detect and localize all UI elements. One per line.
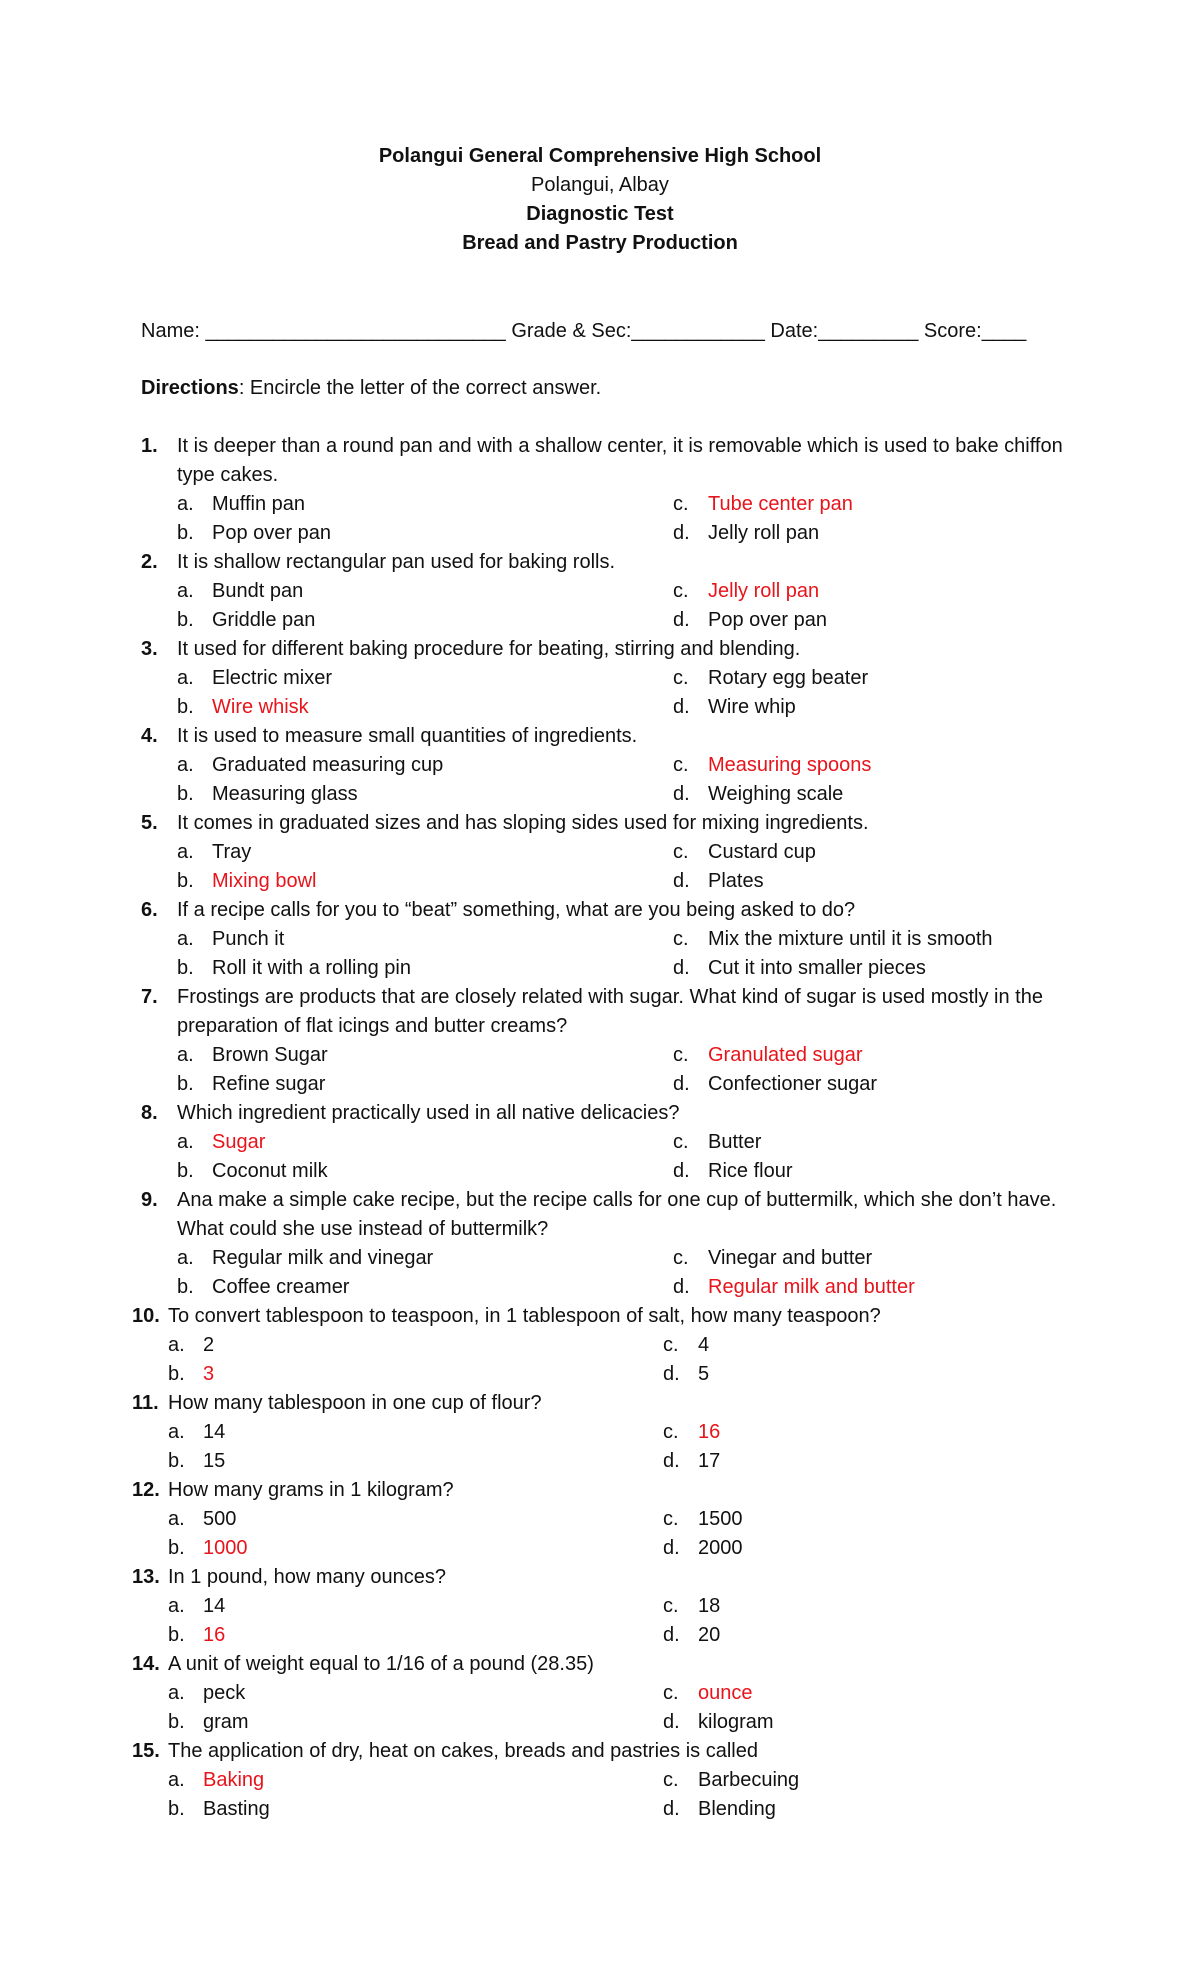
option-letter: c. bbox=[673, 841, 689, 863]
option-row bbox=[0, 664, 1200, 693]
option-row bbox=[0, 1418, 1200, 1447]
option-row bbox=[0, 1244, 1200, 1273]
option-b[interactable] bbox=[177, 954, 673, 983]
option-d[interactable] bbox=[663, 1795, 776, 1824]
option-letter: a. bbox=[168, 1421, 185, 1443]
option-letter: b. bbox=[177, 696, 194, 718]
option-text: Butter bbox=[708, 1131, 762, 1153]
option-letter: c. bbox=[663, 1508, 679, 1530]
question-number: 4. bbox=[141, 725, 158, 747]
option-b[interactable] bbox=[177, 693, 673, 722]
question-text: In 1 pound, how many ounces? bbox=[168, 1566, 446, 1588]
question-text: It used for different baking procedure for beating, stirring and blending. bbox=[177, 638, 801, 660]
option-b[interactable] bbox=[168, 1360, 663, 1389]
question-text: Ana make a simple cake recipe, but the recipe calls for one cup of buttermilk, which she don’t have. What could she use instead of buttermilk? bbox=[177, 1189, 1057, 1240]
option-text: Jelly roll pan bbox=[708, 522, 820, 544]
option-text: Basting bbox=[203, 1798, 270, 1820]
option-row bbox=[0, 1331, 1200, 1360]
question-13 bbox=[0, 1563, 1200, 1650]
option-c[interactable] bbox=[673, 751, 871, 780]
question-number: 3. bbox=[141, 638, 158, 660]
question-5 bbox=[0, 809, 1200, 896]
option-row bbox=[0, 490, 1200, 519]
question-12 bbox=[0, 1476, 1200, 1563]
student-info-line: Name: ___________________________ Grade & Sec:____________ Date:_________ Score:____ bbox=[141, 320, 1027, 342]
option-text: 14 bbox=[203, 1421, 226, 1443]
option-letter: b. bbox=[177, 1160, 194, 1182]
option-text: 3 bbox=[203, 1363, 215, 1385]
option-text: Griddle pan bbox=[212, 609, 316, 631]
question-number: 10. bbox=[132, 1305, 160, 1327]
option-row bbox=[0, 1505, 1200, 1534]
option-a[interactable] bbox=[177, 577, 673, 606]
option-letter: b. bbox=[168, 1711, 185, 1733]
option-letter: a. bbox=[177, 667, 194, 689]
option-a[interactable] bbox=[168, 1679, 663, 1708]
option-letter: b. bbox=[177, 870, 194, 892]
option-c[interactable] bbox=[663, 1505, 743, 1534]
option-text: 18 bbox=[698, 1595, 721, 1617]
school-location: Polangui, Albay bbox=[531, 174, 669, 196]
option-b[interactable] bbox=[168, 1534, 663, 1563]
option-text: 16 bbox=[203, 1624, 226, 1646]
option-text: 14 bbox=[203, 1595, 226, 1617]
option-letter: d. bbox=[673, 1073, 690, 1095]
option-text: 1000 bbox=[203, 1537, 248, 1559]
option-text: Mix the mixture until it is smooth bbox=[708, 928, 993, 950]
question-text: A unit of weight equal to 1/16 of a pound (28.35) bbox=[168, 1653, 594, 1675]
question-number: 2. bbox=[141, 551, 158, 573]
option-d[interactable] bbox=[673, 867, 764, 896]
option-letter: a. bbox=[177, 754, 194, 776]
subject-title: Bread and Pastry Production bbox=[462, 232, 738, 254]
option-letter: a. bbox=[168, 1334, 185, 1356]
option-text: Roll it with a rolling pin bbox=[212, 957, 411, 979]
option-letter: a. bbox=[177, 1131, 194, 1153]
option-row bbox=[0, 751, 1200, 780]
option-row bbox=[0, 925, 1200, 954]
option-row bbox=[0, 1795, 1200, 1824]
option-letter: a. bbox=[177, 928, 194, 950]
question-number: 5. bbox=[141, 812, 158, 834]
option-b[interactable] bbox=[168, 1708, 663, 1737]
option-text: Weighing scale bbox=[708, 783, 844, 805]
option-text: Custard cup bbox=[708, 841, 816, 863]
option-d[interactable] bbox=[673, 693, 796, 722]
option-text: 2000 bbox=[698, 1537, 743, 1559]
option-c[interactable] bbox=[663, 1418, 720, 1447]
option-letter: d. bbox=[663, 1537, 680, 1559]
option-text: Baking bbox=[203, 1769, 265, 1791]
question-text: It is shallow rectangular pan used for baking rolls. bbox=[177, 551, 616, 573]
question-text: It comes in graduated sizes and has sloping sides used for mixing ingredients. bbox=[177, 812, 869, 834]
option-letter: c. bbox=[663, 1595, 679, 1617]
option-text: Measuring spoons bbox=[708, 754, 872, 776]
option-text: Tube center pan bbox=[708, 493, 853, 515]
option-row bbox=[0, 1360, 1200, 1389]
option-text: Wire whisk bbox=[212, 696, 309, 718]
option-letter: d. bbox=[663, 1798, 680, 1820]
option-text: Brown Sugar bbox=[212, 1044, 328, 1066]
option-d[interactable] bbox=[673, 1157, 792, 1186]
option-text: 16 bbox=[698, 1421, 721, 1443]
option-a[interactable] bbox=[177, 1244, 673, 1273]
option-text: 4 bbox=[698, 1334, 710, 1356]
option-d[interactable] bbox=[673, 519, 819, 548]
option-a[interactable] bbox=[168, 1766, 663, 1795]
question-8 bbox=[0, 1099, 1200, 1186]
option-letter: d. bbox=[673, 1160, 690, 1182]
option-text: Pop over pan bbox=[212, 522, 331, 544]
option-row bbox=[0, 606, 1200, 635]
option-row bbox=[0, 693, 1200, 722]
option-letter: c. bbox=[673, 493, 689, 515]
option-text: Refine sugar bbox=[212, 1073, 326, 1095]
question-number: 1. bbox=[141, 435, 158, 457]
option-d[interactable] bbox=[663, 1360, 709, 1389]
question-10 bbox=[0, 1302, 1200, 1389]
option-a[interactable] bbox=[177, 664, 673, 693]
test-type: Diagnostic Test bbox=[526, 203, 674, 225]
option-text: Rice flour bbox=[708, 1160, 793, 1182]
option-letter: c. bbox=[673, 667, 689, 689]
option-text: Vinegar and butter bbox=[708, 1247, 873, 1269]
option-a[interactable] bbox=[177, 751, 673, 780]
option-letter: a. bbox=[177, 580, 194, 602]
option-text: ounce bbox=[698, 1682, 753, 1704]
option-a[interactable] bbox=[177, 838, 673, 867]
option-c[interactable] bbox=[673, 1244, 872, 1273]
option-text: 20 bbox=[698, 1624, 721, 1646]
option-text: kilogram bbox=[698, 1711, 774, 1733]
question-text: Frostings are products that are closely related with sugar. What kind of sugar is used mostly in the preparation of flat icings and butter creams? bbox=[177, 986, 1043, 1037]
option-letter: c. bbox=[663, 1769, 679, 1791]
option-letter: b. bbox=[177, 783, 194, 805]
option-text: 15 bbox=[203, 1450, 226, 1472]
question-number: 7. bbox=[141, 986, 158, 1008]
option-text: Granulated sugar bbox=[708, 1044, 863, 1066]
option-letter: d. bbox=[673, 696, 690, 718]
option-a[interactable] bbox=[168, 1418, 663, 1447]
option-letter: b. bbox=[177, 957, 194, 979]
option-letter: a. bbox=[177, 493, 194, 515]
option-letter: a. bbox=[177, 841, 194, 863]
option-letter: b. bbox=[168, 1450, 185, 1472]
option-letter: c. bbox=[673, 580, 689, 602]
directions bbox=[141, 374, 601, 403]
option-b[interactable] bbox=[177, 1157, 673, 1186]
option-b[interactable] bbox=[168, 1795, 663, 1824]
option-d[interactable] bbox=[673, 780, 843, 809]
option-text: Blending bbox=[698, 1798, 776, 1820]
option-text: Graduated measuring cup bbox=[212, 754, 444, 776]
option-text: Pop over pan bbox=[708, 609, 827, 631]
option-letter: c. bbox=[673, 1044, 689, 1066]
option-a[interactable] bbox=[177, 925, 673, 954]
option-letter: d. bbox=[663, 1363, 680, 1385]
option-letter: d. bbox=[673, 1276, 690, 1298]
option-row bbox=[0, 1157, 1200, 1186]
question-1 bbox=[0, 432, 1200, 548]
option-d[interactable] bbox=[673, 1070, 877, 1099]
option-letter: a. bbox=[177, 1044, 194, 1066]
option-a[interactable] bbox=[177, 490, 673, 519]
option-row bbox=[0, 867, 1200, 896]
question-number: 13. bbox=[132, 1566, 160, 1588]
option-row bbox=[0, 577, 1200, 606]
option-row bbox=[0, 1447, 1200, 1476]
option-text: Regular milk and butter bbox=[708, 1276, 915, 1298]
question-number: 12. bbox=[132, 1479, 160, 1501]
option-c[interactable] bbox=[663, 1766, 799, 1795]
option-text: 1500 bbox=[698, 1508, 743, 1530]
option-text: 17 bbox=[698, 1450, 721, 1472]
option-text: Jelly roll pan bbox=[708, 580, 820, 602]
option-row bbox=[0, 1070, 1200, 1099]
question-7 bbox=[0, 983, 1200, 1099]
option-d[interactable] bbox=[663, 1708, 774, 1737]
option-c[interactable] bbox=[673, 1128, 761, 1157]
option-c[interactable] bbox=[663, 1331, 709, 1360]
option-letter: a. bbox=[168, 1769, 185, 1791]
option-letter: b. bbox=[168, 1624, 185, 1646]
option-text: Sugar bbox=[212, 1131, 266, 1153]
option-b[interactable] bbox=[168, 1447, 663, 1476]
option-letter: d. bbox=[663, 1624, 680, 1646]
option-text: Coffee creamer bbox=[212, 1276, 350, 1298]
option-row bbox=[0, 1041, 1200, 1070]
option-text: Electric mixer bbox=[212, 667, 333, 689]
option-c[interactable] bbox=[663, 1679, 753, 1708]
option-letter: c. bbox=[663, 1682, 679, 1704]
option-letter: d. bbox=[673, 522, 690, 544]
option-letter: d. bbox=[663, 1450, 680, 1472]
option-row bbox=[0, 1621, 1200, 1650]
option-text: 2 bbox=[203, 1334, 215, 1356]
option-b[interactable] bbox=[168, 1621, 663, 1650]
question-14 bbox=[0, 1650, 1200, 1737]
option-text: Mixing bowl bbox=[212, 870, 317, 892]
question-3 bbox=[0, 635, 1200, 722]
option-a[interactable] bbox=[168, 1592, 663, 1621]
option-text: Cut it into smaller pieces bbox=[708, 957, 926, 979]
option-d[interactable] bbox=[673, 1273, 915, 1302]
option-c[interactable] bbox=[673, 1041, 863, 1070]
question-6 bbox=[0, 896, 1200, 983]
option-row bbox=[0, 1708, 1200, 1737]
option-text: Tray bbox=[212, 841, 252, 863]
option-text: Muffin pan bbox=[212, 493, 306, 515]
option-text: Bundt pan bbox=[212, 580, 304, 602]
option-row bbox=[0, 519, 1200, 548]
question-text: The application of dry, heat on cakes, breads and pastries is called bbox=[168, 1740, 758, 1762]
option-a[interactable] bbox=[168, 1505, 663, 1534]
option-letter: c. bbox=[673, 928, 689, 950]
option-d[interactable] bbox=[673, 606, 827, 635]
question-text: Which ingredient practically used in all native delicacies? bbox=[177, 1102, 680, 1124]
question-2 bbox=[0, 548, 1200, 635]
option-letter: d. bbox=[663, 1711, 680, 1733]
option-row bbox=[0, 954, 1200, 983]
option-letter: d. bbox=[673, 609, 690, 631]
question-text: It is deeper than a round pan and with a shallow center, it is removable which is used to bake chiffon type cakes. bbox=[177, 435, 1063, 486]
option-letter: a. bbox=[168, 1508, 185, 1530]
option-letter: b. bbox=[177, 1276, 194, 1298]
option-row bbox=[0, 1273, 1200, 1302]
option-b[interactable] bbox=[177, 780, 673, 809]
option-letter: b. bbox=[177, 609, 194, 631]
option-text: 500 bbox=[203, 1508, 237, 1530]
option-d[interactable] bbox=[663, 1534, 743, 1563]
school-name: Polangui General Comprehensive High School bbox=[378, 145, 822, 167]
option-b[interactable] bbox=[177, 1070, 673, 1099]
option-b[interactable] bbox=[177, 606, 673, 635]
option-c[interactable] bbox=[673, 664, 868, 693]
option-text: Wire whip bbox=[708, 696, 796, 718]
option-letter: c. bbox=[663, 1334, 679, 1356]
question-9 bbox=[0, 1186, 1200, 1302]
option-letter: d. bbox=[673, 870, 690, 892]
option-row bbox=[0, 1766, 1200, 1795]
option-d[interactable] bbox=[673, 954, 926, 983]
option-letter: c. bbox=[673, 1247, 689, 1269]
option-text: gram bbox=[203, 1711, 249, 1733]
question-text: If a recipe calls for you to “beat” something, what are you being asked to do? bbox=[177, 899, 856, 921]
question-list bbox=[0, 432, 1200, 1824]
option-text: 5 bbox=[698, 1363, 710, 1385]
option-letter: c. bbox=[673, 1131, 689, 1153]
option-letter: a. bbox=[168, 1682, 185, 1704]
option-row bbox=[0, 838, 1200, 867]
option-letter: c. bbox=[663, 1421, 679, 1443]
option-text: Confectioner sugar bbox=[708, 1073, 877, 1095]
question-text: It is used to measure small quantities of ingredients. bbox=[177, 725, 638, 747]
option-row bbox=[0, 1534, 1200, 1563]
question-number: 6. bbox=[141, 899, 158, 921]
option-c[interactable] bbox=[673, 490, 853, 519]
option-letter: d. bbox=[673, 783, 690, 805]
question-4 bbox=[0, 722, 1200, 809]
option-letter: a. bbox=[168, 1595, 185, 1617]
option-row bbox=[0, 1592, 1200, 1621]
option-c[interactable] bbox=[673, 577, 819, 606]
option-b[interactable] bbox=[177, 519, 673, 548]
question-number: 8. bbox=[141, 1102, 158, 1124]
option-letter: b. bbox=[177, 1073, 194, 1095]
question-text: How many grams in 1 kilogram? bbox=[168, 1479, 454, 1501]
option-b[interactable] bbox=[177, 867, 673, 896]
option-text: peck bbox=[203, 1682, 246, 1704]
document-header bbox=[0, 142, 1200, 258]
option-letter: b. bbox=[177, 522, 194, 544]
option-row bbox=[0, 780, 1200, 809]
option-text: Coconut milk bbox=[212, 1160, 328, 1182]
directions-label: Directions bbox=[141, 377, 239, 399]
option-c[interactable] bbox=[673, 925, 993, 954]
directions-text: : Encircle the letter of the correct answer. bbox=[238, 377, 602, 399]
option-d[interactable] bbox=[663, 1447, 720, 1476]
option-letter: c. bbox=[673, 754, 689, 776]
option-text: Measuring glass bbox=[212, 783, 358, 805]
option-a[interactable] bbox=[168, 1331, 663, 1360]
option-d[interactable] bbox=[663, 1621, 720, 1650]
option-letter: b. bbox=[168, 1363, 185, 1385]
option-c[interactable] bbox=[663, 1592, 720, 1621]
question-11 bbox=[0, 1389, 1200, 1476]
option-a[interactable] bbox=[177, 1128, 673, 1157]
option-letter: b. bbox=[168, 1537, 185, 1559]
option-letter: b. bbox=[168, 1798, 185, 1820]
option-letter: a. bbox=[177, 1247, 194, 1269]
option-a[interactable] bbox=[177, 1041, 673, 1070]
question-text: How many tablespoon in one cup of flour? bbox=[168, 1392, 542, 1414]
option-text: Punch it bbox=[212, 928, 285, 950]
question-number: 15. bbox=[132, 1740, 160, 1762]
option-letter: d. bbox=[673, 957, 690, 979]
option-row bbox=[0, 1128, 1200, 1157]
option-text: Regular milk and vinegar bbox=[212, 1247, 434, 1269]
question-text: To convert tablespoon to teaspoon, in 1 tablespoon of salt, how many teaspoon? bbox=[168, 1305, 881, 1327]
option-row bbox=[0, 1679, 1200, 1708]
option-text: Rotary egg beater bbox=[708, 667, 869, 689]
option-text: Barbecuing bbox=[698, 1769, 800, 1791]
question-number: 9. bbox=[141, 1189, 158, 1211]
question-number: 14. bbox=[132, 1653, 160, 1675]
option-text: Plates bbox=[708, 870, 764, 892]
question-number: 11. bbox=[132, 1392, 159, 1414]
option-c[interactable] bbox=[673, 838, 816, 867]
question-15 bbox=[0, 1737, 1200, 1824]
option-b[interactable] bbox=[177, 1273, 673, 1302]
